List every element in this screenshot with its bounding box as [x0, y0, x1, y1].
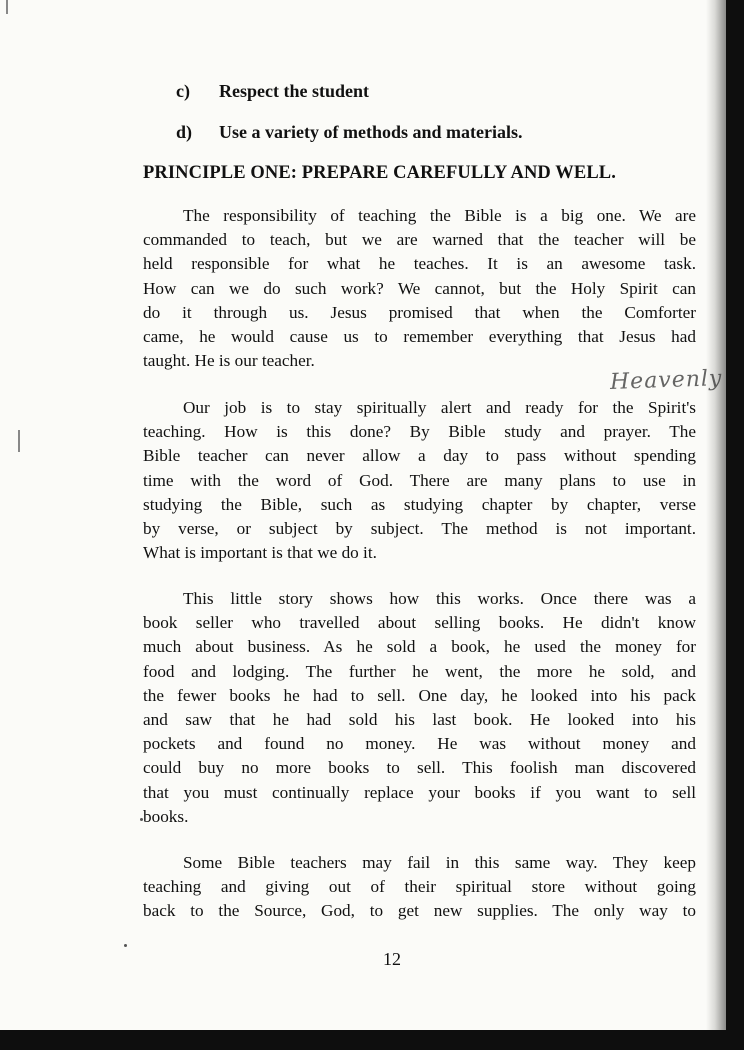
paragraph-4 [143, 851, 696, 924]
list-item-text: Use a variety of methods and materials. [219, 122, 523, 142]
paragraph-line: by verse, or subject by subject. The method is not important. [143, 519, 696, 539]
paragraph-line: time with the word of God. There are many plans to use in [143, 470, 696, 490]
paragraph-line: held responsible for what he teaches. It is an awesome task. [143, 254, 696, 274]
paragraph-line: Bible teacher can never allow a day to pass without spending [143, 446, 696, 466]
paragraph-line: teaching. How is this done? By Bible study and prayer. The [143, 422, 696, 442]
paragraph-line: back to the Source, God, to get new supplies. The only way to [143, 901, 696, 921]
paragraph-line: studying the Bible, such as studying chapter by chapter, verse [143, 494, 696, 514]
paragraph-2 [143, 396, 696, 565]
paragraph-line: book seller who travelled about selling books. He didn't know [143, 613, 696, 633]
paragraph-line: pockets and found no money. He was without money and [143, 734, 696, 754]
paragraph-line: much about business. As he sold a book, he used the money for [143, 637, 696, 657]
paragraph-line: How can we do such work? We cannot, but the Holy Spirit can [143, 278, 696, 298]
section-heading: PRINCIPLE ONE: PREPARE CAREFULLY AND WELL. [143, 163, 616, 183]
list-item-text: Respect the student [219, 81, 369, 101]
paragraph-line: the fewer books he had to sell. One day, he looked into his pack [143, 685, 696, 705]
paragraph-line: do it through us. Jesus promised that when the Comforter [143, 302, 696, 322]
paragraph-line: books. [143, 806, 189, 826]
scan-speck [124, 944, 127, 947]
scan-speck [140, 818, 143, 821]
list-item-c [176, 81, 369, 102]
paragraph-line: that you must continually replace your books if you want to sell [143, 782, 696, 802]
list-marker: d) [176, 122, 193, 142]
handwritten-note: Heavenly [609, 366, 723, 395]
paragraph-line: What is important is that we do it. [143, 543, 377, 563]
page-edge-shadow [706, 0, 726, 1030]
page-number: 12 [383, 949, 401, 969]
paragraph-line: taught. He is our teacher. [143, 351, 315, 371]
paragraph-line: and saw that he had sold his last book. He looked into his [143, 710, 696, 730]
paragraph-line: came, he would cause us to remember everything that Jesus had [143, 327, 696, 347]
paragraph-line: commanded to teach, but we are warned that the teacher will be [143, 230, 696, 250]
list-marker: c) [176, 81, 190, 101]
list-item-d [176, 122, 522, 143]
paragraph-line: could buy no more books to sell. This foolish man discovered [143, 758, 696, 778]
paragraph-line: food and lodging. The further he went, the more he sold, and [143, 661, 696, 681]
paragraph-3 [143, 587, 696, 829]
paragraph-line: Some Bible teachers may fail in this same way. They keep [183, 853, 696, 872]
left-edge-mark-top [6, 0, 8, 14]
paragraph-line: The responsibility of teaching the Bible is a big one. We are [183, 206, 696, 225]
paragraph-1 [143, 204, 696, 373]
left-edge-mark [18, 430, 20, 452]
paragraph-line: teaching and giving out of their spiritual store without going [143, 877, 696, 897]
paragraph-line: Our job is to stay spiritually alert and ready for the Spirit's [183, 398, 696, 417]
paragraph-line: This little story shows how this works. Once there was a [183, 589, 696, 608]
